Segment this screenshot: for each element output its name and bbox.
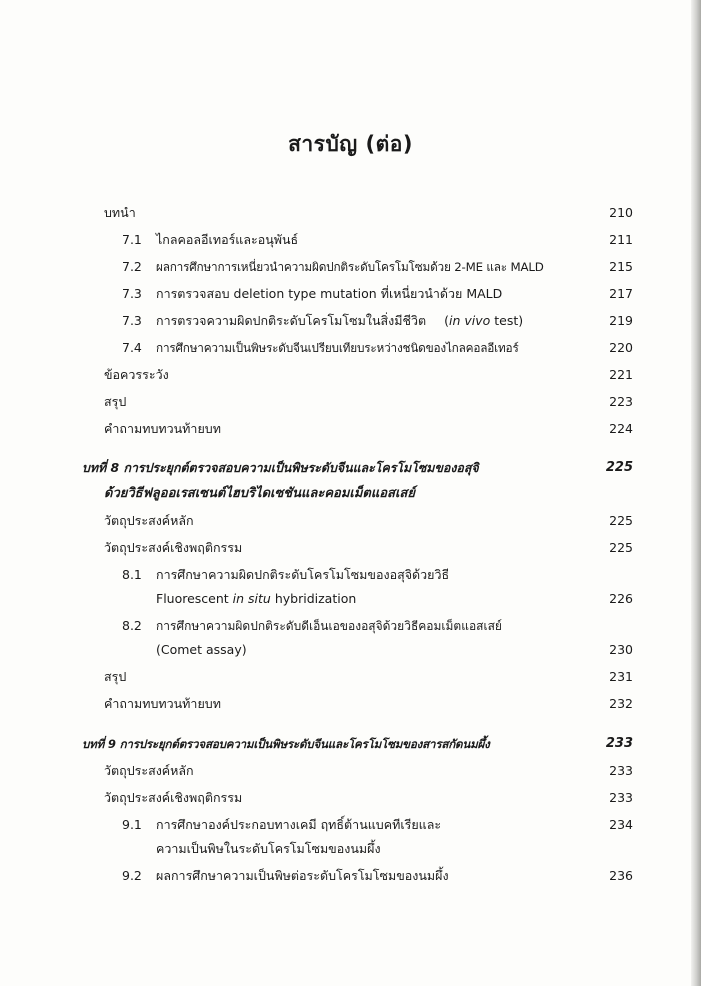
toc-entry-label-line2: ความเป็นพิษในระดับโครโมโซมของนมผึ้ง	[156, 841, 381, 856]
label-text: การตรวจความผิดปกติระดับโครโมโซมในสิ่งมีชีวิต	[156, 313, 427, 328]
toc-entry-page: 225	[609, 513, 633, 528]
toc-entry-page: 232	[609, 696, 633, 711]
toc-entry[interactable]	[0, 230, 701, 250]
toc-entry-label: การศึกษาองค์ประกอบทางเคมี ฤทธิ์ต้านแบคทีเรียและ	[156, 817, 442, 832]
toc-entry[interactable]	[0, 616, 701, 636]
toc-entry[interactable]	[0, 511, 701, 531]
toc-entry-label: บทนำ	[104, 205, 136, 220]
toc-entry-label-line2: (Comet assay)	[156, 642, 247, 657]
toc-entry-label: ข้อควรระวัง	[104, 367, 169, 382]
toc-entry-page: 234	[609, 817, 633, 832]
toc-entry[interactable]	[0, 667, 701, 687]
toc-entry-page: 221	[609, 367, 633, 382]
label-italic: in vivo	[448, 313, 491, 328]
toc-entry[interactable]	[0, 761, 701, 781]
toc-entry-page: 230	[609, 642, 633, 657]
toc-entry-page: 224	[609, 421, 633, 436]
toc-entry-label: คำถามทบทวนท้ายบท	[104, 421, 221, 436]
toc-entry-label: ผลการศึกษาการเหนี่ยวนำความผิดปกติระดับโครโมโซมด้วย 2-ME และ MALD	[156, 260, 544, 274]
toc-entry-label: วัตถุประสงค์เชิงพฤติกรรม	[104, 540, 243, 555]
toc-entry-label: ไกลคอลอีเทอร์และอนุพันธ์	[156, 232, 299, 247]
label-tail: hybridization	[270, 591, 357, 606]
toc-entry-label: การศึกษาความผิดปกติระดับดีเอ็นเอของอสุจิด้วยวิธีคอมเม็ตแอสเสย์	[156, 619, 502, 633]
chapter-8-page: 225	[605, 460, 633, 475]
label-paren: (	[444, 313, 449, 328]
chapter-9-page: 233	[605, 736, 633, 751]
chapter-8-heading-cont	[0, 484, 701, 504]
toc-entry[interactable]	[0, 694, 701, 714]
toc-entry[interactable]	[0, 788, 701, 808]
toc-entry-label: สรุป	[104, 394, 127, 409]
toc-entry-cont	[0, 640, 701, 660]
toc-entry-page: 236	[609, 868, 633, 883]
chapter-8-heading[interactable]	[0, 458, 701, 478]
toc-entry[interactable]	[0, 338, 701, 358]
toc-entry-page: 220	[609, 340, 633, 355]
toc-entry-label: วัตถุประสงค์หลัก	[104, 513, 194, 528]
toc-entry-number: 8.1	[122, 567, 142, 582]
toc-entry-label-line2	[156, 589, 356, 609]
toc-entry-page: 210	[609, 205, 633, 220]
toc-entry-number: 7.3	[122, 313, 142, 328]
toc-entry[interactable]	[0, 311, 701, 331]
toc-entry-label: การตรวจสอบ deletion type mutation ที่เหนี่ยวนำด้วย MALD	[156, 286, 503, 301]
toc-entry-page: 219	[609, 313, 633, 328]
toc-entry-number: 9.1	[122, 817, 142, 832]
toc-entry-label: คำถามทบทวนท้ายบท	[104, 696, 221, 711]
label-tail: test)	[490, 313, 524, 328]
toc-entry[interactable]	[0, 284, 701, 304]
chapter-8-title-line1: บทที่ 8 การประยุกต์ตรวจสอบความเป็นพิษระดับจีนและโครโมโซมของอสุจิ	[82, 460, 479, 475]
toc-entry[interactable]	[0, 392, 701, 412]
toc-entry-page: 225	[609, 540, 633, 555]
toc-entry-number: 7.2	[122, 259, 142, 274]
toc-entry-number: 9.2	[122, 868, 142, 883]
toc-entry-number: 7.3	[122, 286, 142, 301]
toc-entry-page: 231	[609, 669, 633, 684]
chapter-8-title-line2: ด้วยวิธีฟลูออเรสเซนต์ไฮบริไดเซชันและคอมเม็ตแอสเสย์	[104, 486, 415, 501]
toc-entry-page: 215	[609, 259, 633, 274]
toc-entry-page: 226	[609, 591, 633, 606]
toc-entry[interactable]	[0, 257, 701, 277]
toc-entry[interactable]	[0, 565, 701, 585]
page-title: สารบัญ (ต่อ)	[288, 132, 413, 156]
chapter-9-title: บทที่ 9 การประยุกต์ตรวจสอบความเป็นพิษระดับจีนและโครโมโซมของสารสกัดนมผึ้ง	[82, 737, 490, 751]
toc-entry-page: 211	[609, 232, 633, 247]
toc-entry-page: 233	[609, 790, 633, 805]
toc-entry-page: 217	[609, 286, 633, 301]
toc-entry-label: การศึกษาความผิดปกติระดับโครโมโซมของอสุจิด้วยวิธี	[156, 567, 450, 582]
label-italic: in situ	[232, 591, 271, 606]
toc-entry-number: 7.1	[122, 232, 142, 247]
toc-entry-label: วัตถุประสงค์เชิงพฤติกรรม	[104, 790, 243, 805]
toc-entry-label: วัตถุประสงค์หลัก	[104, 763, 194, 778]
toc-entry[interactable]	[0, 203, 701, 223]
label-text: Fluorescent	[156, 591, 233, 606]
toc-entry[interactable]	[0, 866, 701, 886]
toc-entry-number: 8.2	[122, 618, 142, 633]
toc-entry-page: 233	[609, 763, 633, 778]
toc-entry-label: ผลการศึกษาความเป็นพิษต่อระดับโครโมโซมของนมผึ้ง	[156, 868, 449, 883]
toc-entry[interactable]	[0, 538, 701, 558]
toc-entry-cont	[0, 589, 701, 609]
toc-entry[interactable]	[0, 419, 701, 439]
toc-entry-page: 223	[609, 394, 633, 409]
toc-entry-label	[156, 311, 523, 331]
chapter-9-heading[interactable]	[0, 734, 701, 754]
toc-entry[interactable]	[0, 815, 701, 835]
toc-entry-label: การศึกษาความเป็นพิษระดับจีนเปรียบเทียบระหว่างชนิดของไกลคอลอีเทอร์	[156, 341, 519, 355]
toc-entry-label: สรุป	[104, 669, 127, 684]
toc-entry[interactable]	[0, 365, 701, 385]
toc-entry-cont	[0, 839, 701, 859]
toc-entry-number: 7.4	[122, 340, 142, 355]
